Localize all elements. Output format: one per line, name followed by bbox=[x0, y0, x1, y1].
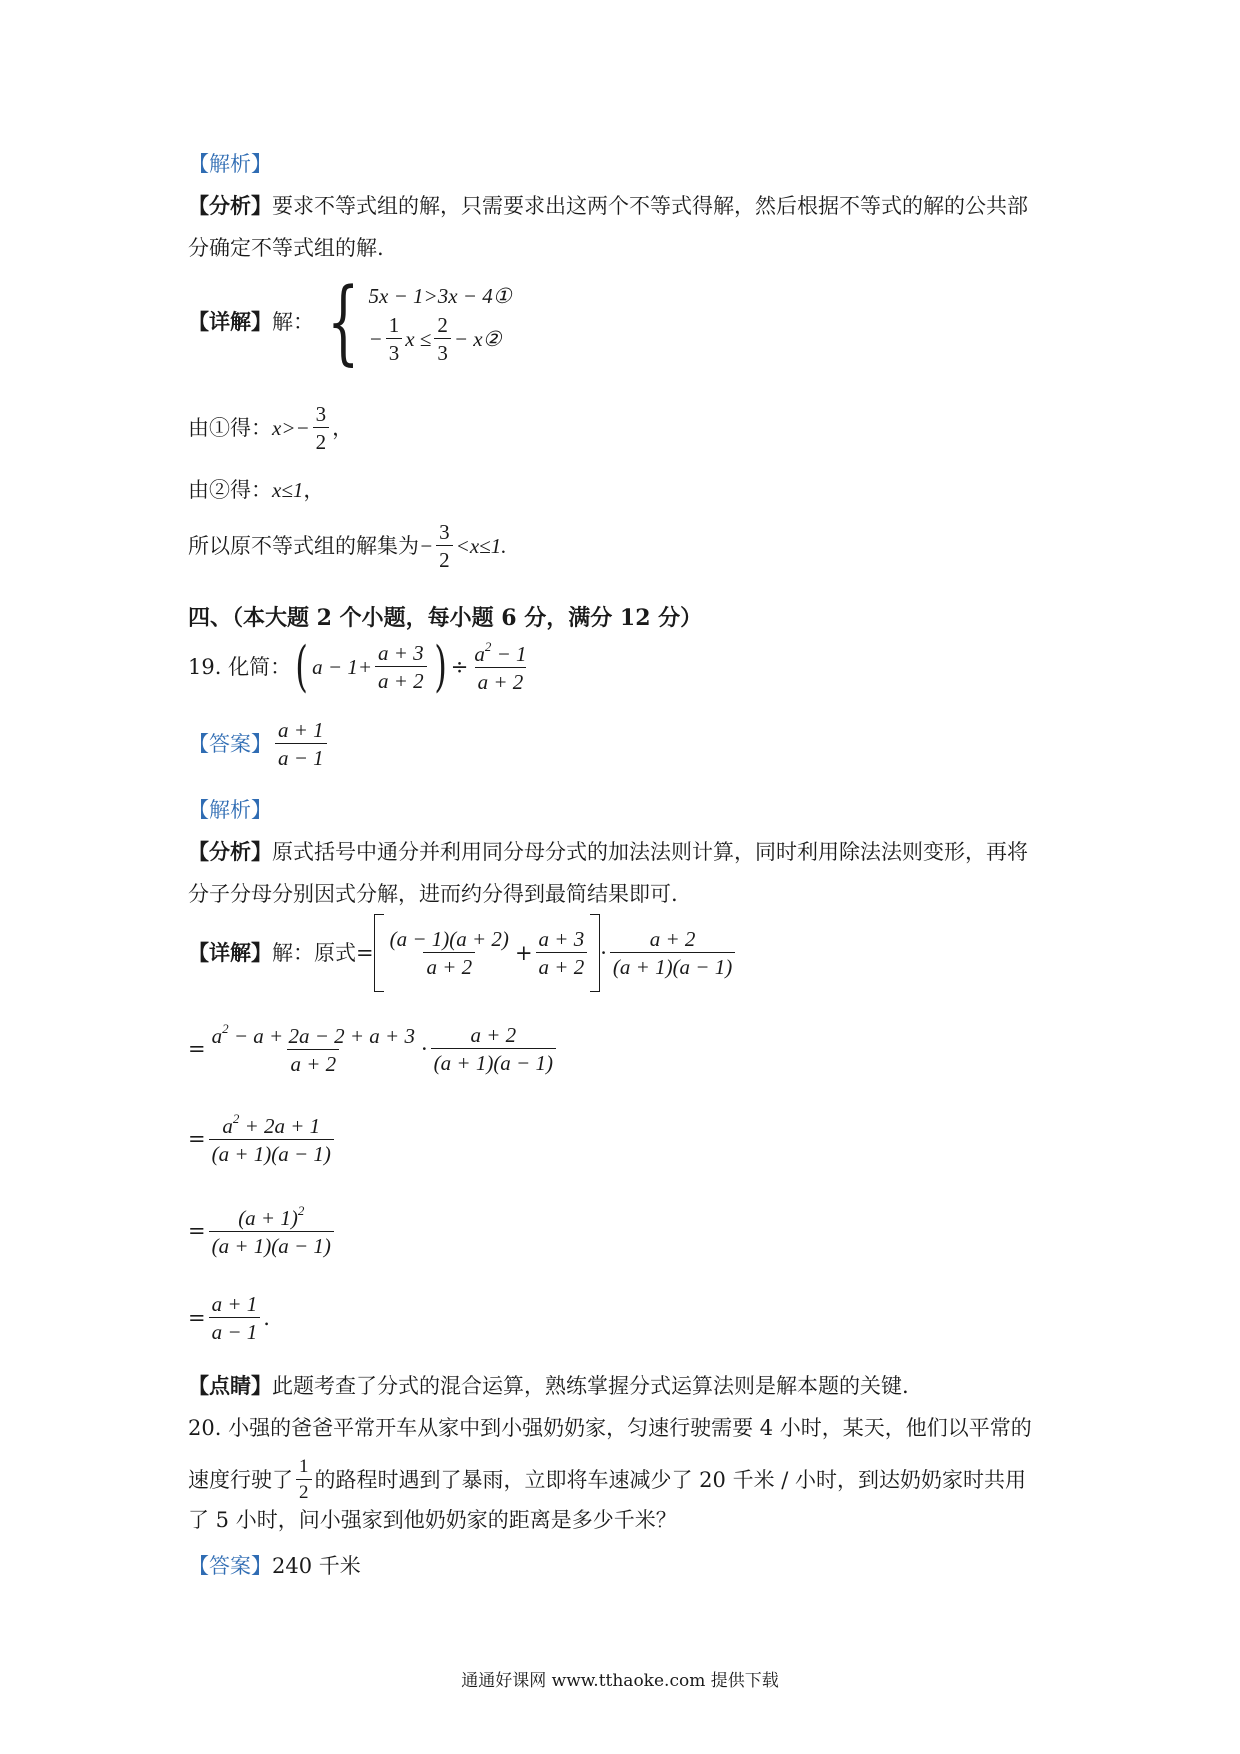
step1-num: 3 bbox=[315, 402, 327, 426]
d5-den: a − 1 bbox=[209, 1317, 261, 1344]
d3-num-exp: 2 bbox=[232, 1111, 240, 1126]
d2-frac2-den: (a + 1)(a − 1) bbox=[431, 1048, 556, 1075]
system-brace-icon: { bbox=[327, 268, 360, 375]
step2-prefix: 由②得： bbox=[188, 478, 272, 502]
q20-line2-post: 的路程时遇到了暴雨，立即将车速减少了 20 千米 / 小时，到达奶奶家时共用 bbox=[314, 1467, 1026, 1492]
left-bracket-icon bbox=[374, 914, 384, 992]
fenxi-label-2: 【分析】 bbox=[188, 839, 272, 864]
q19-frac2-num-base: a bbox=[474, 642, 485, 666]
ineq2-frac2 bbox=[434, 313, 451, 365]
d1-frac2 bbox=[536, 927, 588, 979]
q19-question bbox=[188, 635, 533, 699]
ineq2-mid: x ≤ bbox=[405, 327, 432, 351]
step1-den: 2 bbox=[313, 427, 330, 454]
q19-prefix: 19. 化简： bbox=[188, 655, 292, 680]
step2-tail: ， bbox=[303, 478, 325, 502]
q18-ineq1: 5x − 1>3x − 4① bbox=[368, 283, 512, 308]
ineq2-frac2-num: 2 bbox=[437, 312, 448, 337]
q19-frac1 bbox=[375, 641, 427, 693]
q19-answer bbox=[188, 718, 330, 770]
ineq2-frac1-den: 3 bbox=[386, 338, 403, 365]
dianjing-label: 【点睛】 bbox=[188, 1373, 272, 1398]
q19-a-minus-1-plus: a − 1+ bbox=[312, 655, 372, 680]
concl-prefix: 所以原不等式组的解集为 bbox=[188, 534, 419, 559]
d4-den: (a + 1)(a − 1) bbox=[209, 1231, 334, 1258]
q20-line2 bbox=[188, 1456, 1026, 1504]
d1-frac1-den: a + 2 bbox=[423, 952, 475, 979]
q19-detail-1 bbox=[188, 914, 738, 992]
q20-answer bbox=[188, 1552, 361, 1580]
q19-detail-2 bbox=[188, 1022, 559, 1076]
document-page bbox=[188, 0, 1068, 1754]
q20-answer-text: 240 千米 bbox=[272, 1554, 361, 1578]
d1-frac3-den: (a + 1)(a − 1) bbox=[610, 952, 735, 979]
q20-half-den: 2 bbox=[296, 1479, 312, 1504]
q18-fenxi-line2: 分确定不等式组的解. bbox=[188, 236, 384, 260]
daan-label-2: 【答案】 bbox=[188, 1554, 272, 1578]
q18-step1 bbox=[188, 402, 353, 454]
q19-right-paren-icon: ) bbox=[433, 635, 447, 699]
step1-tail: ， bbox=[332, 416, 354, 441]
d1-frac1 bbox=[387, 927, 512, 979]
d2-frac2 bbox=[431, 1023, 556, 1075]
q18-fenxi-line1 bbox=[188, 192, 1028, 220]
concl-frac bbox=[436, 520, 453, 572]
q19-fenxi-line1 bbox=[188, 838, 1028, 866]
d5-eq: = bbox=[188, 1306, 206, 1331]
q19-detail-4 bbox=[188, 1204, 337, 1258]
q19-answer-frac bbox=[275, 718, 327, 770]
d2-frac1-num-a: a bbox=[211, 1024, 223, 1048]
jiexi-label-2: 【解析】 bbox=[188, 798, 272, 822]
q19-fenxi-text1: 原式括号中通分并利用同分母分式的加法法则计算，同时利用除法法则变形，再将 bbox=[272, 840, 1028, 864]
ineq2-frac2-den: 3 bbox=[434, 338, 451, 365]
q18-system bbox=[188, 268, 512, 375]
q19-frac2-num-tail: − 1 bbox=[491, 642, 527, 666]
xiangjie-label-2: 【详解】 bbox=[188, 940, 272, 965]
q19-answer-den: a − 1 bbox=[275, 743, 327, 770]
d5-frac bbox=[209, 1292, 261, 1344]
q19-detail-5 bbox=[188, 1292, 270, 1344]
q19-frac2-num-exp: 2 bbox=[484, 639, 492, 654]
q19-frac2 bbox=[471, 640, 529, 694]
q18-ineq2 bbox=[369, 313, 512, 365]
step1-prefix: 由①得： bbox=[188, 416, 272, 441]
q20-half-frac bbox=[296, 1456, 312, 1504]
step2-expr: x≤1 bbox=[272, 478, 304, 502]
ineq2-neg: − bbox=[368, 327, 383, 351]
q19-frac1-num: a + 3 bbox=[378, 641, 424, 665]
q20-half-num: 1 bbox=[299, 1456, 309, 1477]
d5-num: a + 1 bbox=[211, 1292, 258, 1316]
d2-frac1-den: a + 2 bbox=[287, 1049, 339, 1076]
d2-frac2-num: a + 2 bbox=[470, 1023, 517, 1047]
q19-detail-3 bbox=[188, 1112, 337, 1166]
jiexi-label: 【解析】 bbox=[188, 152, 272, 176]
q19-detail-prefix: 解：原式= bbox=[272, 941, 374, 965]
daan-label: 【答案】 bbox=[188, 732, 272, 757]
d1-frac3-num: a + 2 bbox=[649, 926, 696, 951]
d1-plus: + bbox=[514, 941, 533, 965]
q19-frac1-den: a + 2 bbox=[375, 666, 427, 693]
right-bracket-icon bbox=[590, 914, 600, 992]
d1-frac2-den: a + 2 bbox=[536, 952, 588, 979]
q19-answer-num: a + 1 bbox=[278, 718, 324, 742]
step1-expr: x>− bbox=[272, 416, 310, 441]
d1-dot: · bbox=[600, 941, 607, 965]
ineq2-frac1 bbox=[386, 313, 403, 365]
d1-frac2-num: a + 3 bbox=[538, 926, 585, 951]
ineq2-frac1-num: 1 bbox=[388, 312, 400, 337]
d3-num-a: a bbox=[222, 1114, 233, 1138]
concl-num: 3 bbox=[439, 520, 450, 544]
d4-num-exp: 2 bbox=[297, 1203, 305, 1218]
system-lines bbox=[369, 279, 512, 365]
page-footer: 通通好课网 www.tthaoke.com 提供下载 bbox=[461, 1671, 779, 1691]
q20-line3: 了 5 小时，问小强家到他奶奶家的距离是多少千米？ bbox=[188, 1508, 677, 1532]
xiangjie-label: 【详解】 bbox=[188, 309, 272, 334]
d3-den: (a + 1)(a − 1) bbox=[209, 1139, 334, 1166]
q19-div: ÷ bbox=[450, 655, 469, 680]
d4-eq: = bbox=[188, 1219, 206, 1244]
d2-frac1-num-exp: 2 bbox=[222, 1021, 229, 1036]
d1-frac1-num: (a − 1)(a + 2) bbox=[389, 926, 509, 951]
q19-left-paren-icon: ( bbox=[295, 635, 308, 699]
q19-fenxi-line2: 分子分母分别因式分解，进而约分得到最简结果即可. bbox=[188, 882, 678, 906]
d3-eq: = bbox=[188, 1127, 206, 1152]
d4-num-base: (a + 1) bbox=[238, 1206, 298, 1230]
q18-conclusion bbox=[188, 520, 506, 572]
d5-tail: . bbox=[263, 1306, 270, 1331]
d4-frac bbox=[209, 1204, 334, 1258]
d3-num-tail: + 2a + 1 bbox=[239, 1114, 321, 1138]
d2-frac1 bbox=[209, 1022, 418, 1076]
q20-line2-pre: 速度行驶了 bbox=[188, 1467, 293, 1492]
q19-frac2-den: a + 2 bbox=[475, 667, 527, 694]
q19-dianjing-text: 此题考查了分式的混合运算，熟练掌握分式运算法则是解本题的关键. bbox=[272, 1374, 909, 1398]
d2-frac1-num-tail: − a + 2a − 2 + a + 3 bbox=[228, 1024, 415, 1048]
q20-line1: 20. 小强的爸爸平常开车从家中到小强奶奶家，匀速行驶需要 4 小时，某天，他们以平常的 bbox=[188, 1416, 1032, 1440]
d3-frac bbox=[209, 1112, 334, 1166]
q18-fenxi-text1: 要求不等式组的解，只需要求出这两个不等式得解，然后根据不等式的解的公共部 bbox=[272, 194, 1028, 218]
concl-neg: − bbox=[419, 534, 434, 559]
q18-step2 bbox=[188, 476, 324, 504]
fenxi-label: 【分析】 bbox=[188, 193, 272, 218]
q19-dianjing bbox=[188, 1372, 909, 1400]
concl-tail: <x≤1. bbox=[455, 534, 507, 559]
ineq2-tail: − x② bbox=[453, 327, 502, 351]
q18-jie: 解： bbox=[272, 310, 314, 334]
d2-eq: = bbox=[188, 1037, 206, 1062]
section4-heading: 四、（本大题 2 个小题，每小题 6 分，满分 12 分） bbox=[188, 605, 703, 631]
d2-dot: · bbox=[420, 1037, 428, 1062]
concl-den: 2 bbox=[436, 545, 453, 572]
d1-frac3 bbox=[610, 927, 735, 979]
step1-frac bbox=[313, 402, 330, 454]
